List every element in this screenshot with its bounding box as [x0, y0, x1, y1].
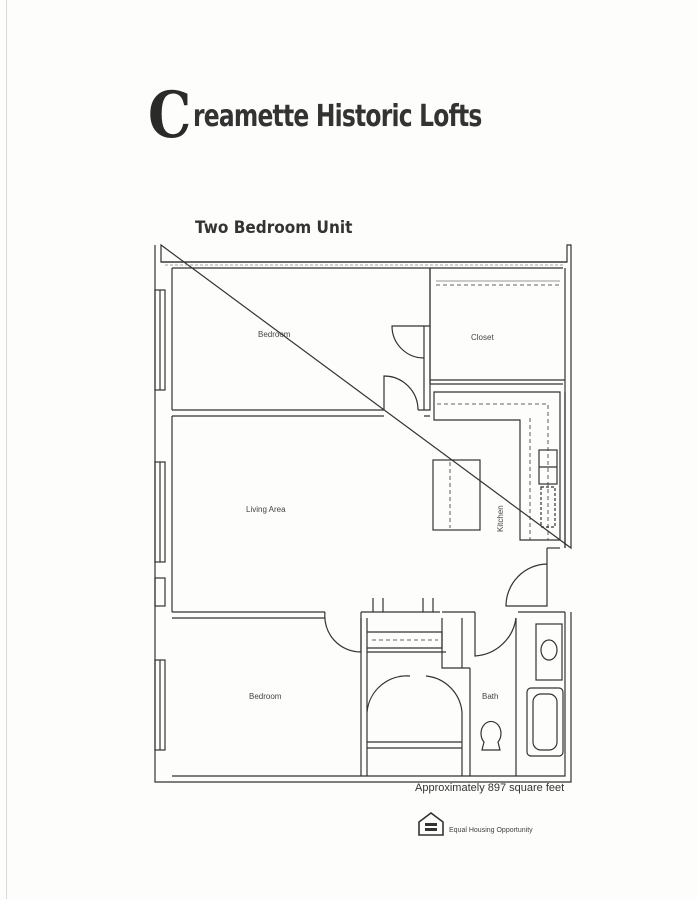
bedroom-closet	[367, 712, 462, 776]
entry-door	[506, 548, 547, 606]
logo-text: reamette Historic Lofts	[192, 99, 482, 134]
label-closet: Closet	[471, 333, 494, 342]
bedroom-top-door	[384, 376, 418, 410]
window-left-3	[155, 578, 165, 606]
toilet	[481, 721, 501, 750]
outer-wall	[155, 245, 571, 782]
label-bedroom-bottom: Bedroom	[249, 692, 282, 701]
label-bath: Bath	[482, 692, 499, 701]
living-bedroom-wall	[172, 416, 325, 618]
hall-walls	[361, 598, 440, 776]
logo-initial: C	[148, 78, 192, 153]
square-footage: Approximately 897 square feet	[415, 782, 565, 794]
bedroom-closet-door-2	[426, 676, 462, 712]
outer-wall-inner	[172, 268, 565, 776]
equal-housing-text: Equal Housing Opportunity	[449, 827, 533, 834]
closet-door	[392, 326, 424, 358]
bedroom-top-walls	[172, 268, 430, 416]
bathtub-inner	[533, 694, 557, 750]
bedroom-closet-door-1	[367, 676, 410, 712]
unit-title: Two Bedroom Unit	[195, 218, 353, 238]
kitchen-counter-inner	[434, 404, 548, 540]
closet-walls	[424, 268, 565, 410]
label-bedroom-top: Bedroom	[258, 330, 291, 339]
bath-vanity	[536, 624, 562, 680]
label-living: Living Area	[246, 505, 286, 514]
kitchen-island	[433, 460, 480, 530]
top-wall-strip	[161, 262, 567, 410]
bath-door	[475, 612, 516, 656]
bedroom-bottom-door	[325, 612, 361, 652]
linen-closet	[367, 632, 446, 652]
equal-housing-house-icon	[418, 812, 444, 836]
bath-sink	[541, 640, 557, 660]
label-kitchen: Kitchen	[496, 505, 505, 532]
